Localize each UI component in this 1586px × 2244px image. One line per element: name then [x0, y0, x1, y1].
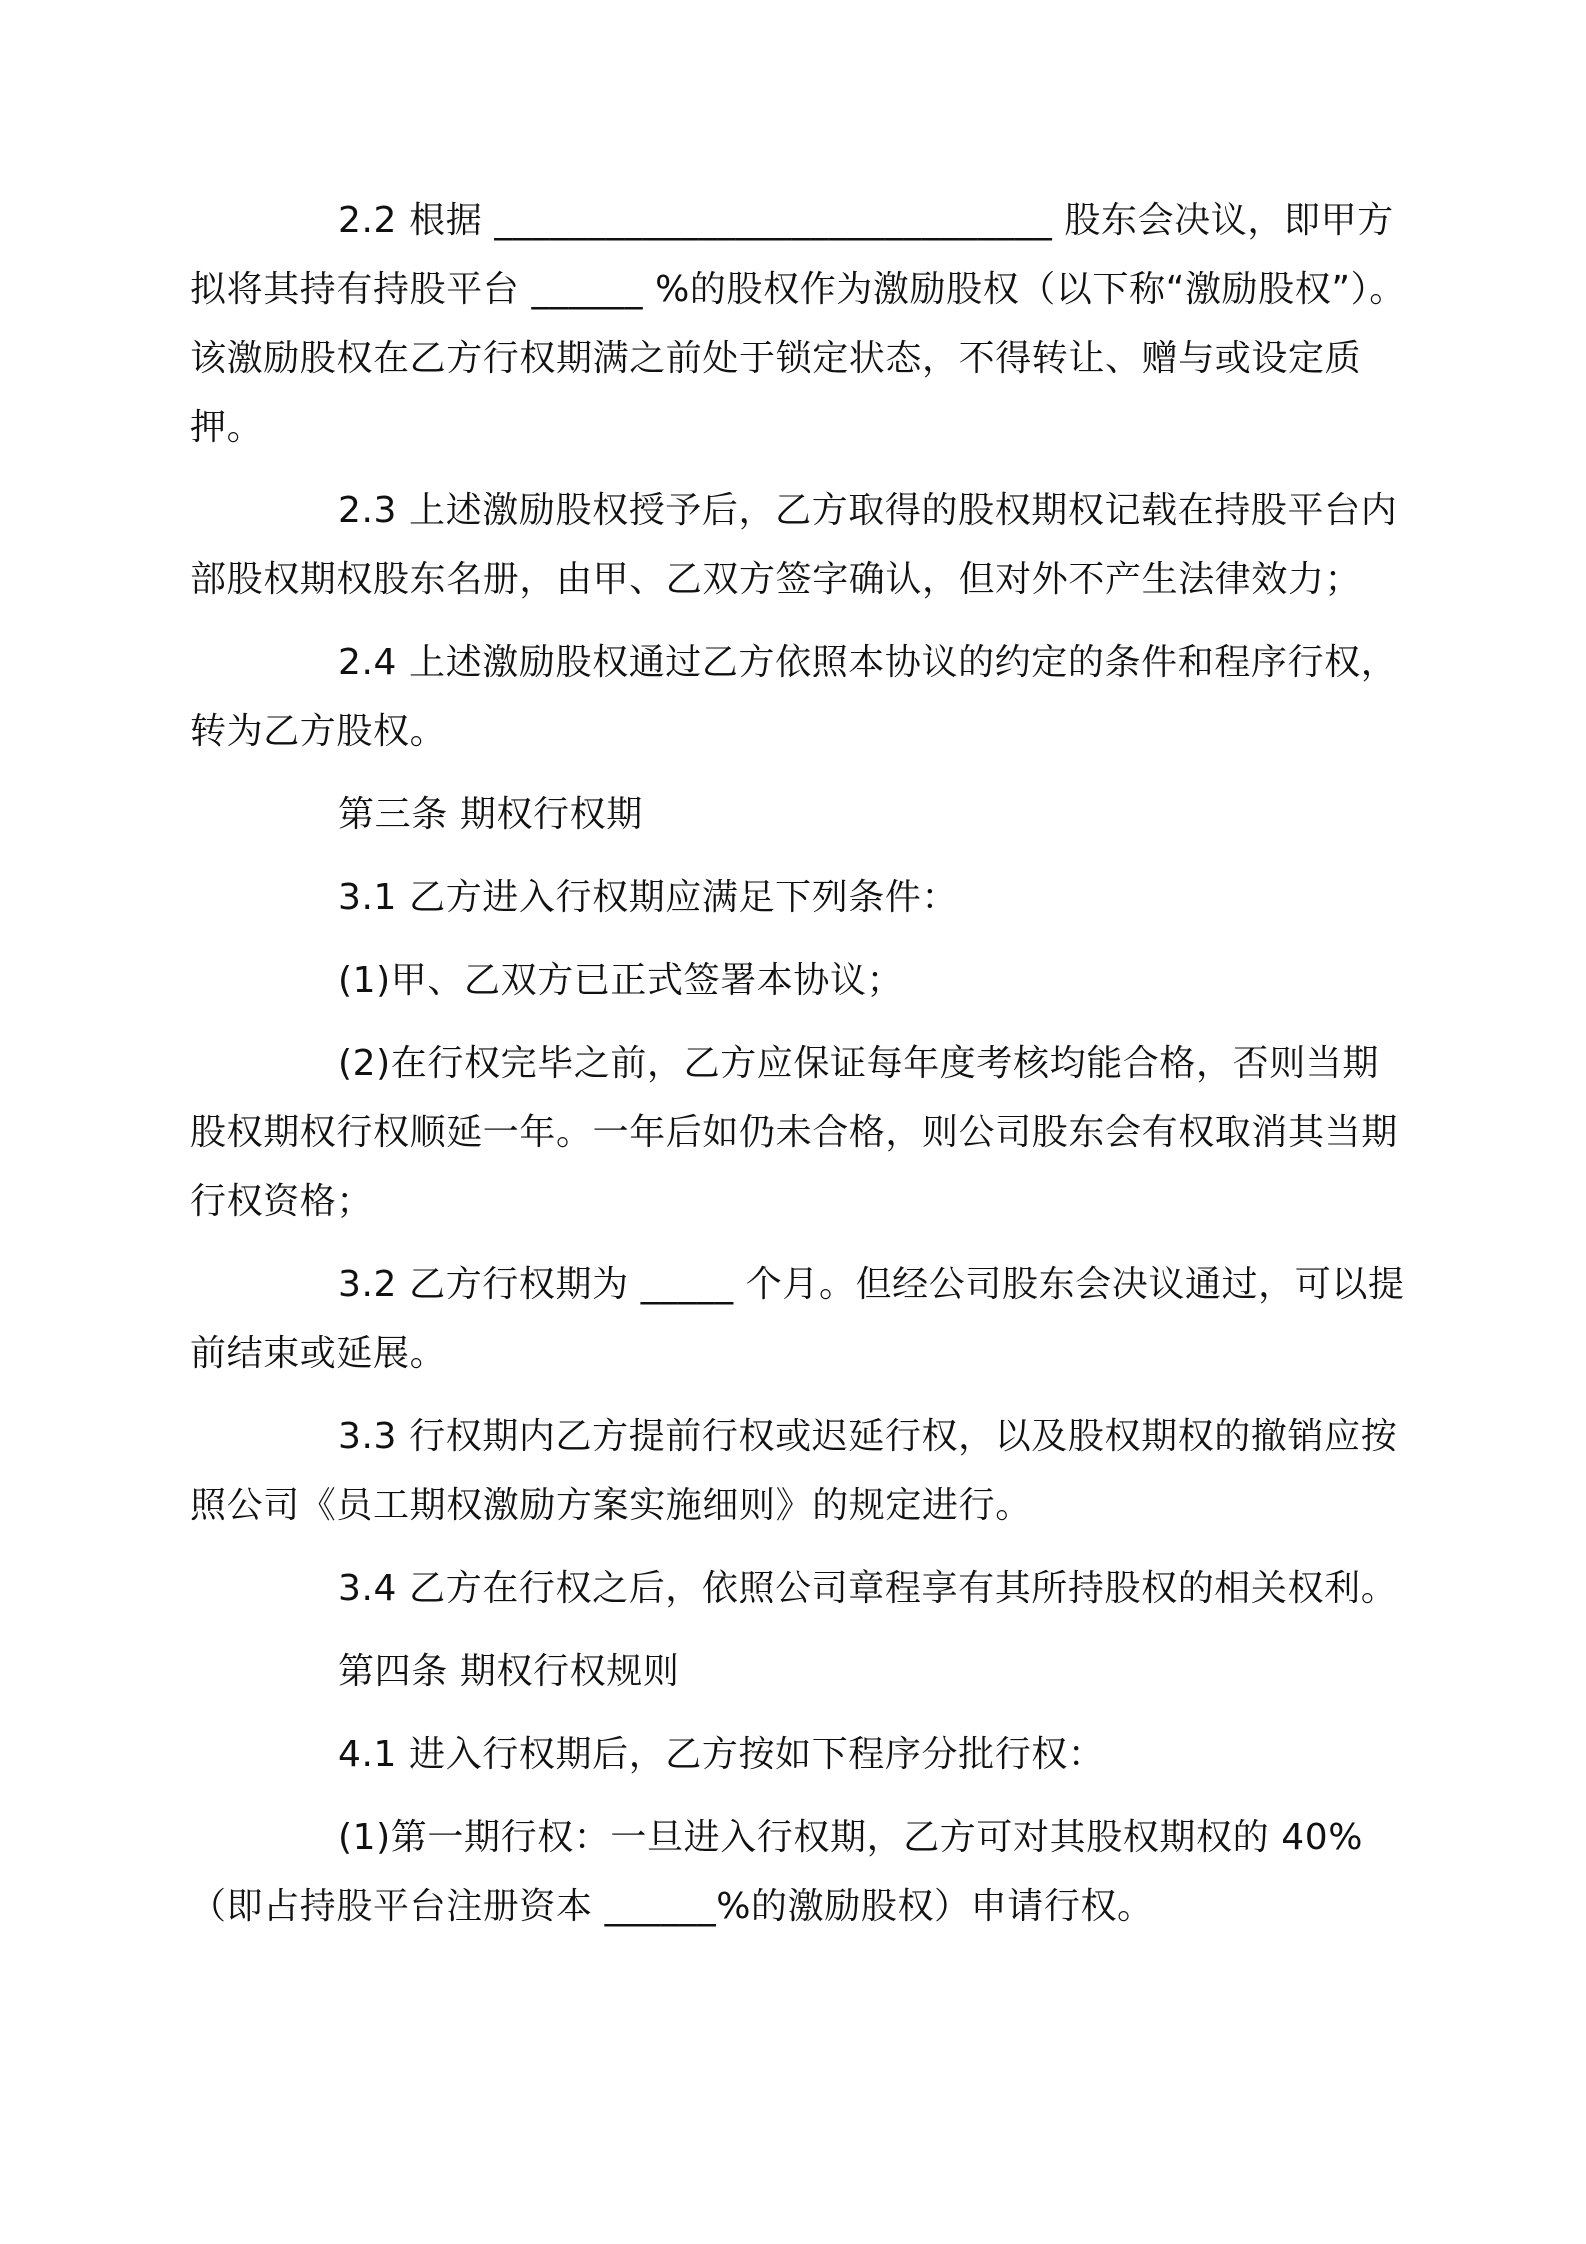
- clause-3-2: 3.2 乙方行权期为 _____ 个月。但经公司股东会决议通过，可以提前结束或延展。: [190, 1264, 1405, 1374]
- clause-2-3: 2.3 上述激励股权授予后，乙方取得的股权期权记载在持股平台内部股权期权股东名册，由甲、乙双方签字确认，但对外不产生法律效力；: [190, 490, 1398, 600]
- clause-3-1-item-2: (2)在行权完毕之前，乙方应保证每年度考核均能合格，否则当期股权期权行权顺延一年。一年后如仍未合格，则公司股东会有权取消其当期行权资格；: [190, 1043, 1398, 1222]
- clause-4-1-item-1: (1)第一期行权：一旦进入行权期，乙方可对其股权期权的 40%（即占持股平台注册资本 ______%的激励股权）申请行权。: [190, 1817, 1364, 1927]
- clause-4-1: 4.1 进入行权期后，乙方按如下程序分批行权：: [338, 1734, 1105, 1775]
- clause-3-1: 3.1 乙方进入行权期应满足下列条件：: [338, 877, 959, 918]
- document-page: [190, 186, 1410, 1941]
- article-3-heading: 第三条 期权行权期: [338, 794, 643, 835]
- clause-3-4: 3.4 乙方在行权之后，依照公司章程享有其所持股权的相关权利。: [338, 1568, 1398, 1609]
- clause-2-4: 2.4 上述激励股权通过乙方依照本协议的约定的条件和程序行权，转为乙方股权。: [190, 642, 1398, 752]
- clause-3-3: 3.3 行权期内乙方提前行权或迟延行权，以及股权期权的撤销应按照公司《员工期权激励方案实施细则》的规定进行。: [190, 1416, 1398, 1526]
- clause-2-2: 2.2 根据 ______________________________ 股东会决议，即甲方拟将其持有持股平台 ______ %的股权作为激励股权（以下称“激励股权”）。该激励股权在乙方行权期满之前处于锁定状态，不得转让、赠与或设定质押。: [190, 200, 1406, 448]
- article-4-heading: 第四条 期权行权规则: [338, 1651, 680, 1692]
- clause-3-1-item-1: (1)甲、乙双方已正式签署本协议；: [338, 960, 904, 1001]
